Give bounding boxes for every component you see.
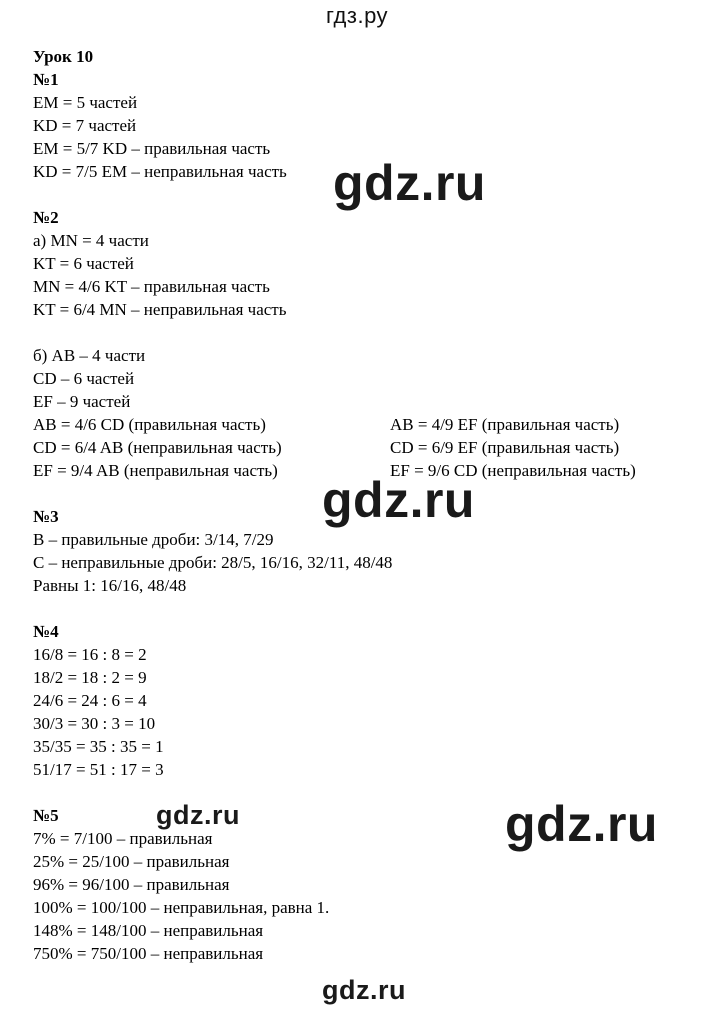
task3-line: В – правильные дроби: 3/14, 7/29 xyxy=(33,530,274,549)
task4-line: 18/2 = 18 : 2 = 9 xyxy=(33,668,147,687)
watermark-small: gdz.ru xyxy=(322,975,406,1005)
task3-heading: №3 xyxy=(33,507,59,526)
task2b-left-line: CD = 6/4 AB (неправильная часть) xyxy=(33,438,282,457)
task4-line: 16/8 = 16 : 8 = 2 xyxy=(33,645,147,664)
top-watermark: гдз.ру xyxy=(326,3,389,28)
task3-line: Равны 1: 16/16, 48/48 xyxy=(33,576,187,595)
task2-heading: №2 xyxy=(33,208,59,227)
watermark-small: gdz.ru xyxy=(156,800,240,830)
task2a-line: KT = 6 частей xyxy=(33,254,134,273)
task2b-right-line: AB = 4/9 EF (правильная часть) xyxy=(390,415,620,434)
task4-line: 24/6 = 24 : 6 = 4 xyxy=(33,691,147,710)
task2b-right-line: CD = 6/9 EF (правильная часть) xyxy=(390,438,620,457)
lesson-title: Урок 10 xyxy=(33,47,94,66)
task2b-left-line: AB = 4/6 CD (правильная часть) xyxy=(33,415,266,434)
task4-line: 30/3 = 30 : 3 = 10 xyxy=(33,714,156,733)
task1-heading: №1 xyxy=(33,70,59,89)
task3-line: С – неправильные дроби: 28/5, 16/16, 32/11, 48/48 xyxy=(33,553,393,572)
task2b-line: EF – 9 частей xyxy=(33,392,131,411)
task2b-line: б) AB – 4 части xyxy=(33,346,146,365)
task5-line: 96% = 96/100 – правильная xyxy=(33,875,230,894)
task2b-line: CD – 6 частей xyxy=(33,369,135,388)
task1-line: EM = 5 частей xyxy=(33,93,138,112)
task2b-right-line: EF = 9/6 CD (неправильная часть) xyxy=(390,461,636,480)
task5-line: 148% = 148/100 – неправильная xyxy=(33,921,264,940)
task5-line: 100% = 100/100 – неправильная, равна 1. xyxy=(33,898,330,917)
task5-line: 25% = 25/100 – правильная xyxy=(33,852,230,871)
task1-line: KD = 7 частей xyxy=(33,116,137,135)
watermark-large: gdz.ru xyxy=(333,155,486,211)
task1-line: EM = 5/7 KD – правильная часть xyxy=(33,139,271,158)
watermark-large: gdz.ru xyxy=(322,472,475,528)
task2a-line: а) MN = 4 части xyxy=(33,231,149,250)
task2b-left-line: EF = 9/4 AB (неправильная часть) xyxy=(33,461,278,480)
task2a-line: KT = 6/4 MN – неправильная часть xyxy=(33,300,287,319)
task5-heading: №5 xyxy=(33,806,59,825)
task4-line: 51/17 = 51 : 17 = 3 xyxy=(33,760,164,779)
task4-heading: №4 xyxy=(33,622,59,641)
task1-line: KD = 7/5 EM – неправильная часть xyxy=(33,162,287,181)
task5-line: 750% = 750/100 – неправильная xyxy=(33,944,264,963)
watermark-large: gdz.ru xyxy=(505,796,658,852)
task5-line: 7% = 7/100 – правильная xyxy=(33,829,213,848)
task2a-line: MN = 4/6 KT – правильная часть xyxy=(33,277,270,296)
task4-line: 35/35 = 35 : 35 = 1 xyxy=(33,737,164,756)
